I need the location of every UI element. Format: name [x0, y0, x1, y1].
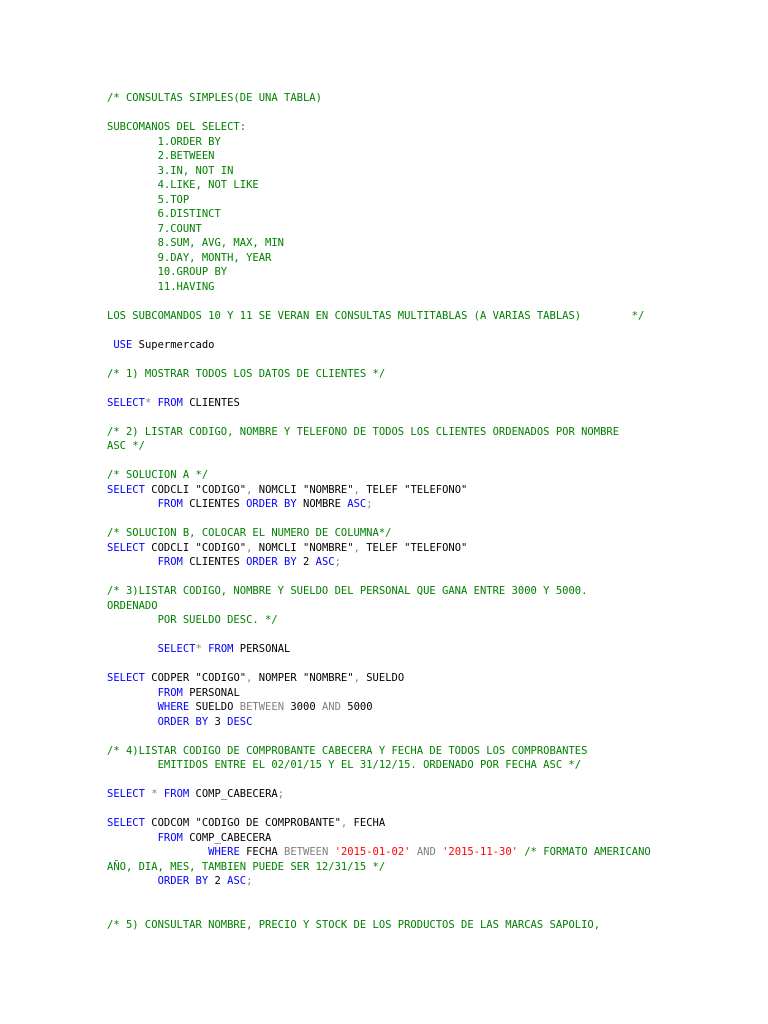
code-comment: LOS SUBCOMANDOS 10 Y 11 SE VERAN EN CONSULTAS MULTITABLAS (A VARIAS TABLAS) */	[107, 309, 645, 322]
blank-line	[107, 903, 757, 918]
code-comment: /* 2) LISTAR CODIGO, NOMBRE Y TELEFONO DE TODOS LOS CLIENTES ORDENADOS POR NOMBRE	[107, 425, 620, 438]
code-keyword: SELECT	[107, 817, 145, 829]
code-comment: 2.BETWEEN	[107, 150, 215, 162]
code-line	[107, 642, 757, 657]
code-comment: 9.DAY, MONTH, YEAR	[107, 251, 272, 264]
code-operator: AND	[416, 846, 436, 858]
code-text: 5000	[340, 701, 373, 713]
code-keyword: ASC	[315, 556, 335, 568]
code-text: CODCLI "CODIGO"	[144, 541, 247, 554]
blank-line	[107, 657, 757, 672]
blank-line	[107, 294, 757, 309]
code-line	[107, 918, 757, 933]
code-text: PERSONAL	[182, 686, 240, 699]
code-text	[107, 846, 208, 858]
code-comment: /* 3)LISTAR CODIGO, NOMBRE Y SUELDO DEL PERSONAL QUE GANA ENTRE 3000 Y 5000.	[107, 585, 588, 597]
code-text: NOMCLI "NOMBRE"	[252, 541, 354, 554]
blank-line	[107, 512, 757, 527]
code-keyword: ORDER BY	[246, 498, 297, 510]
code-keyword: ASC	[227, 875, 247, 887]
code-line	[107, 758, 757, 773]
code-comment: 3.IN, NOT IN	[107, 164, 234, 177]
code-line	[107, 280, 757, 295]
blank-line	[107, 729, 757, 744]
code-text: FECHA	[347, 817, 386, 829]
code-text: NOMCLI "NOMBRE"	[252, 483, 354, 496]
code-comment: /* CONSULTAS SIMPLES(DE UNA TABLA)	[107, 92, 322, 104]
code-line	[107, 135, 757, 150]
code-text: COMP_CABECERA	[189, 788, 278, 800]
code-comment: 1.ORDER BY	[107, 135, 221, 148]
code-keyword: USE	[113, 338, 133, 351]
code-line	[107, 715, 757, 730]
code-text: SUELDO	[359, 672, 405, 684]
code-operator: ;	[366, 498, 373, 510]
code-operator: BETWEEN	[239, 701, 285, 713]
code-line	[107, 874, 757, 889]
code-line	[107, 207, 757, 222]
code-keyword: FROM	[208, 643, 234, 655]
blank-line	[107, 628, 757, 643]
code-operator: *	[144, 396, 152, 409]
code-keyword: SELECT	[107, 788, 145, 800]
code-comment: EMITIDOS ENTRE EL 02/01/15 Y EL 31/12/15. ORDENADO POR FECHA ASC */	[107, 759, 582, 771]
code-keyword: DESC	[227, 715, 253, 728]
code-keyword: ORDER BY	[157, 875, 209, 887]
code-line	[107, 497, 757, 512]
code-line	[107, 599, 757, 614]
code-comment: 11.HAVING	[107, 280, 215, 293]
code-operator: ,	[353, 483, 360, 496]
code-text: CLIENTES	[182, 556, 247, 568]
code-line	[107, 367, 757, 382]
code-comment: 4.LIKE, NOT LIKE	[107, 179, 259, 191]
blank-line	[107, 352, 757, 367]
code-line	[107, 831, 757, 846]
code-text: CODCOM "CODIGO DE COMPROBANTE"	[144, 817, 341, 829]
code-comment: SUBCOMANOS DEL SELECT:	[107, 121, 247, 133]
code-line	[107, 483, 757, 498]
code-text	[107, 687, 158, 699]
code-keyword: SELECT	[107, 672, 145, 684]
code-text: CLIENTES	[182, 498, 247, 510]
code-line	[107, 845, 757, 860]
code-comment: /* 1) MOSTRAR TODOS LOS DATOS DE CLIENTES */	[107, 367, 386, 380]
code-line	[107, 193, 757, 208]
code-line	[107, 164, 757, 179]
code-text	[107, 498, 158, 510]
code-line	[107, 338, 757, 353]
code-operator: ;	[277, 788, 285, 800]
code-text	[107, 832, 158, 844]
code-comment: /* 4)LISTAR CODIGO DE COMPROBANTE CABECERA Y FECHA DE TODOS LOS COMPROBANTES	[107, 744, 588, 757]
code-text	[107, 556, 158, 568]
code-line	[107, 396, 757, 411]
code-line	[107, 91, 757, 106]
code-keyword: SELECT	[107, 483, 145, 496]
code-line	[107, 120, 757, 135]
code-line	[107, 700, 757, 715]
code-text	[107, 701, 158, 713]
code-keyword: FROM	[157, 831, 183, 844]
blank-line	[107, 889, 757, 904]
code-line	[107, 265, 757, 280]
blank-line	[107, 773, 757, 788]
code-operator: ,	[340, 817, 348, 829]
blank-line	[107, 323, 757, 338]
code-keyword: ORDER BY	[246, 556, 297, 568]
code-string: '2015-01-02'	[334, 846, 411, 858]
code-operator: ;	[246, 875, 253, 887]
code-text	[107, 716, 158, 728]
code-text: FECHA	[239, 846, 285, 858]
code-line	[107, 526, 757, 541]
code-text: 3000	[284, 701, 322, 713]
code-comment: /* SOLUCION B, COLOCAR EL NUMERO DE COLUMNA*/	[107, 527, 392, 539]
code-text: SUELDO	[189, 701, 240, 713]
code-line	[107, 309, 757, 324]
code-text: PERSONAL	[233, 643, 291, 655]
code-text: CODCLI "CODIGO"	[144, 483, 247, 496]
code-text: NOMPER "NOMBRE"	[252, 672, 354, 684]
code-line	[107, 222, 757, 237]
code-operator: *	[195, 643, 202, 655]
code-comment: 10.GROUP BY	[107, 266, 228, 278]
code-text: TELEF "TELEFONO"	[359, 541, 468, 554]
code-line	[107, 251, 757, 266]
blank-line	[107, 106, 757, 121]
code-line	[107, 468, 757, 483]
code-operator: ;	[334, 556, 341, 568]
code-comment: /* 5) CONSULTAR NOMBRE, PRECIO Y STOCK DE LOS PRODUCTOS DE LAS MARCAS SAPOLIO,	[107, 918, 601, 931]
blank-line	[107, 410, 757, 425]
code-comment: /* SOLUCION A */	[107, 469, 209, 481]
code-operator: ,	[246, 672, 253, 684]
code-line	[107, 584, 757, 599]
code-keyword: FROM	[157, 556, 183, 568]
code-text: CODPER "CODIGO"	[144, 672, 247, 684]
code-keyword: SELECT	[157, 643, 196, 655]
code-operator: ,	[353, 672, 360, 684]
code-operator: ,	[353, 541, 360, 554]
code-text: 2	[208, 875, 228, 887]
blank-line	[107, 381, 757, 396]
code-line	[107, 787, 757, 802]
code-line	[107, 178, 757, 193]
code-line	[107, 149, 757, 164]
code-text	[107, 643, 158, 655]
code-line	[107, 236, 757, 251]
code-keyword: FROM	[157, 396, 183, 409]
code-text	[107, 875, 158, 887]
code-comment: 5.TOP	[107, 193, 190, 206]
code-keyword: ORDER BY	[157, 715, 209, 728]
code-comment: /* FORMATO AMERICANO	[524, 846, 651, 858]
code-keyword: FROM	[157, 686, 183, 699]
blank-line	[107, 802, 757, 817]
code-operator: ,	[246, 483, 253, 496]
code-comment: 6.DISTINCT	[107, 208, 221, 220]
code-comment: 8.SUM, AVG, MAX, MIN	[107, 237, 285, 249]
code-comment: POR SUELDO DESC. */	[107, 614, 278, 626]
code-text: COMP_CABECERA	[182, 831, 272, 844]
code-operator: BETWEEN	[284, 846, 329, 858]
code-text: NOMBRE	[296, 498, 348, 510]
code-line	[107, 686, 757, 701]
code-text: Supermercado	[132, 338, 215, 351]
code-line	[107, 439, 757, 454]
code-line	[107, 860, 757, 875]
blank-line	[107, 454, 757, 469]
code-line	[107, 425, 757, 440]
code-line	[107, 613, 757, 628]
code-comment: AÑO, DIA, MES, TAMBIEN PUEDE SER 12/31/15 */	[107, 860, 386, 873]
sql-document	[107, 91, 757, 932]
code-line	[107, 541, 757, 556]
code-keyword: FROM	[163, 788, 190, 800]
code-text: 3	[208, 715, 228, 728]
code-comment: ASC */	[107, 440, 145, 452]
code-line	[107, 744, 757, 759]
code-text: TELEF "TELEFONO"	[359, 483, 468, 496]
code-operator: AND	[321, 701, 341, 713]
code-comment: ORDENADO	[107, 599, 158, 612]
code-text: CLIENTES	[182, 396, 240, 409]
code-line	[107, 671, 757, 686]
code-comment: 7.COUNT	[107, 222, 202, 235]
code-keyword: SELECT	[107, 396, 145, 409]
code-string: '2015-11-30'	[442, 846, 518, 858]
code-text: 2	[296, 556, 316, 568]
code-line	[107, 555, 757, 570]
code-keyword: SELECT	[107, 541, 145, 554]
code-keyword: WHERE	[208, 846, 240, 858]
code-keyword: ASC	[347, 498, 367, 510]
code-operator: ,	[246, 541, 253, 554]
blank-line	[107, 570, 757, 585]
code-line	[107, 816, 757, 831]
code-keyword: FROM	[157, 498, 183, 510]
code-keyword: WHERE	[157, 701, 190, 713]
code-operator: *	[151, 788, 158, 800]
